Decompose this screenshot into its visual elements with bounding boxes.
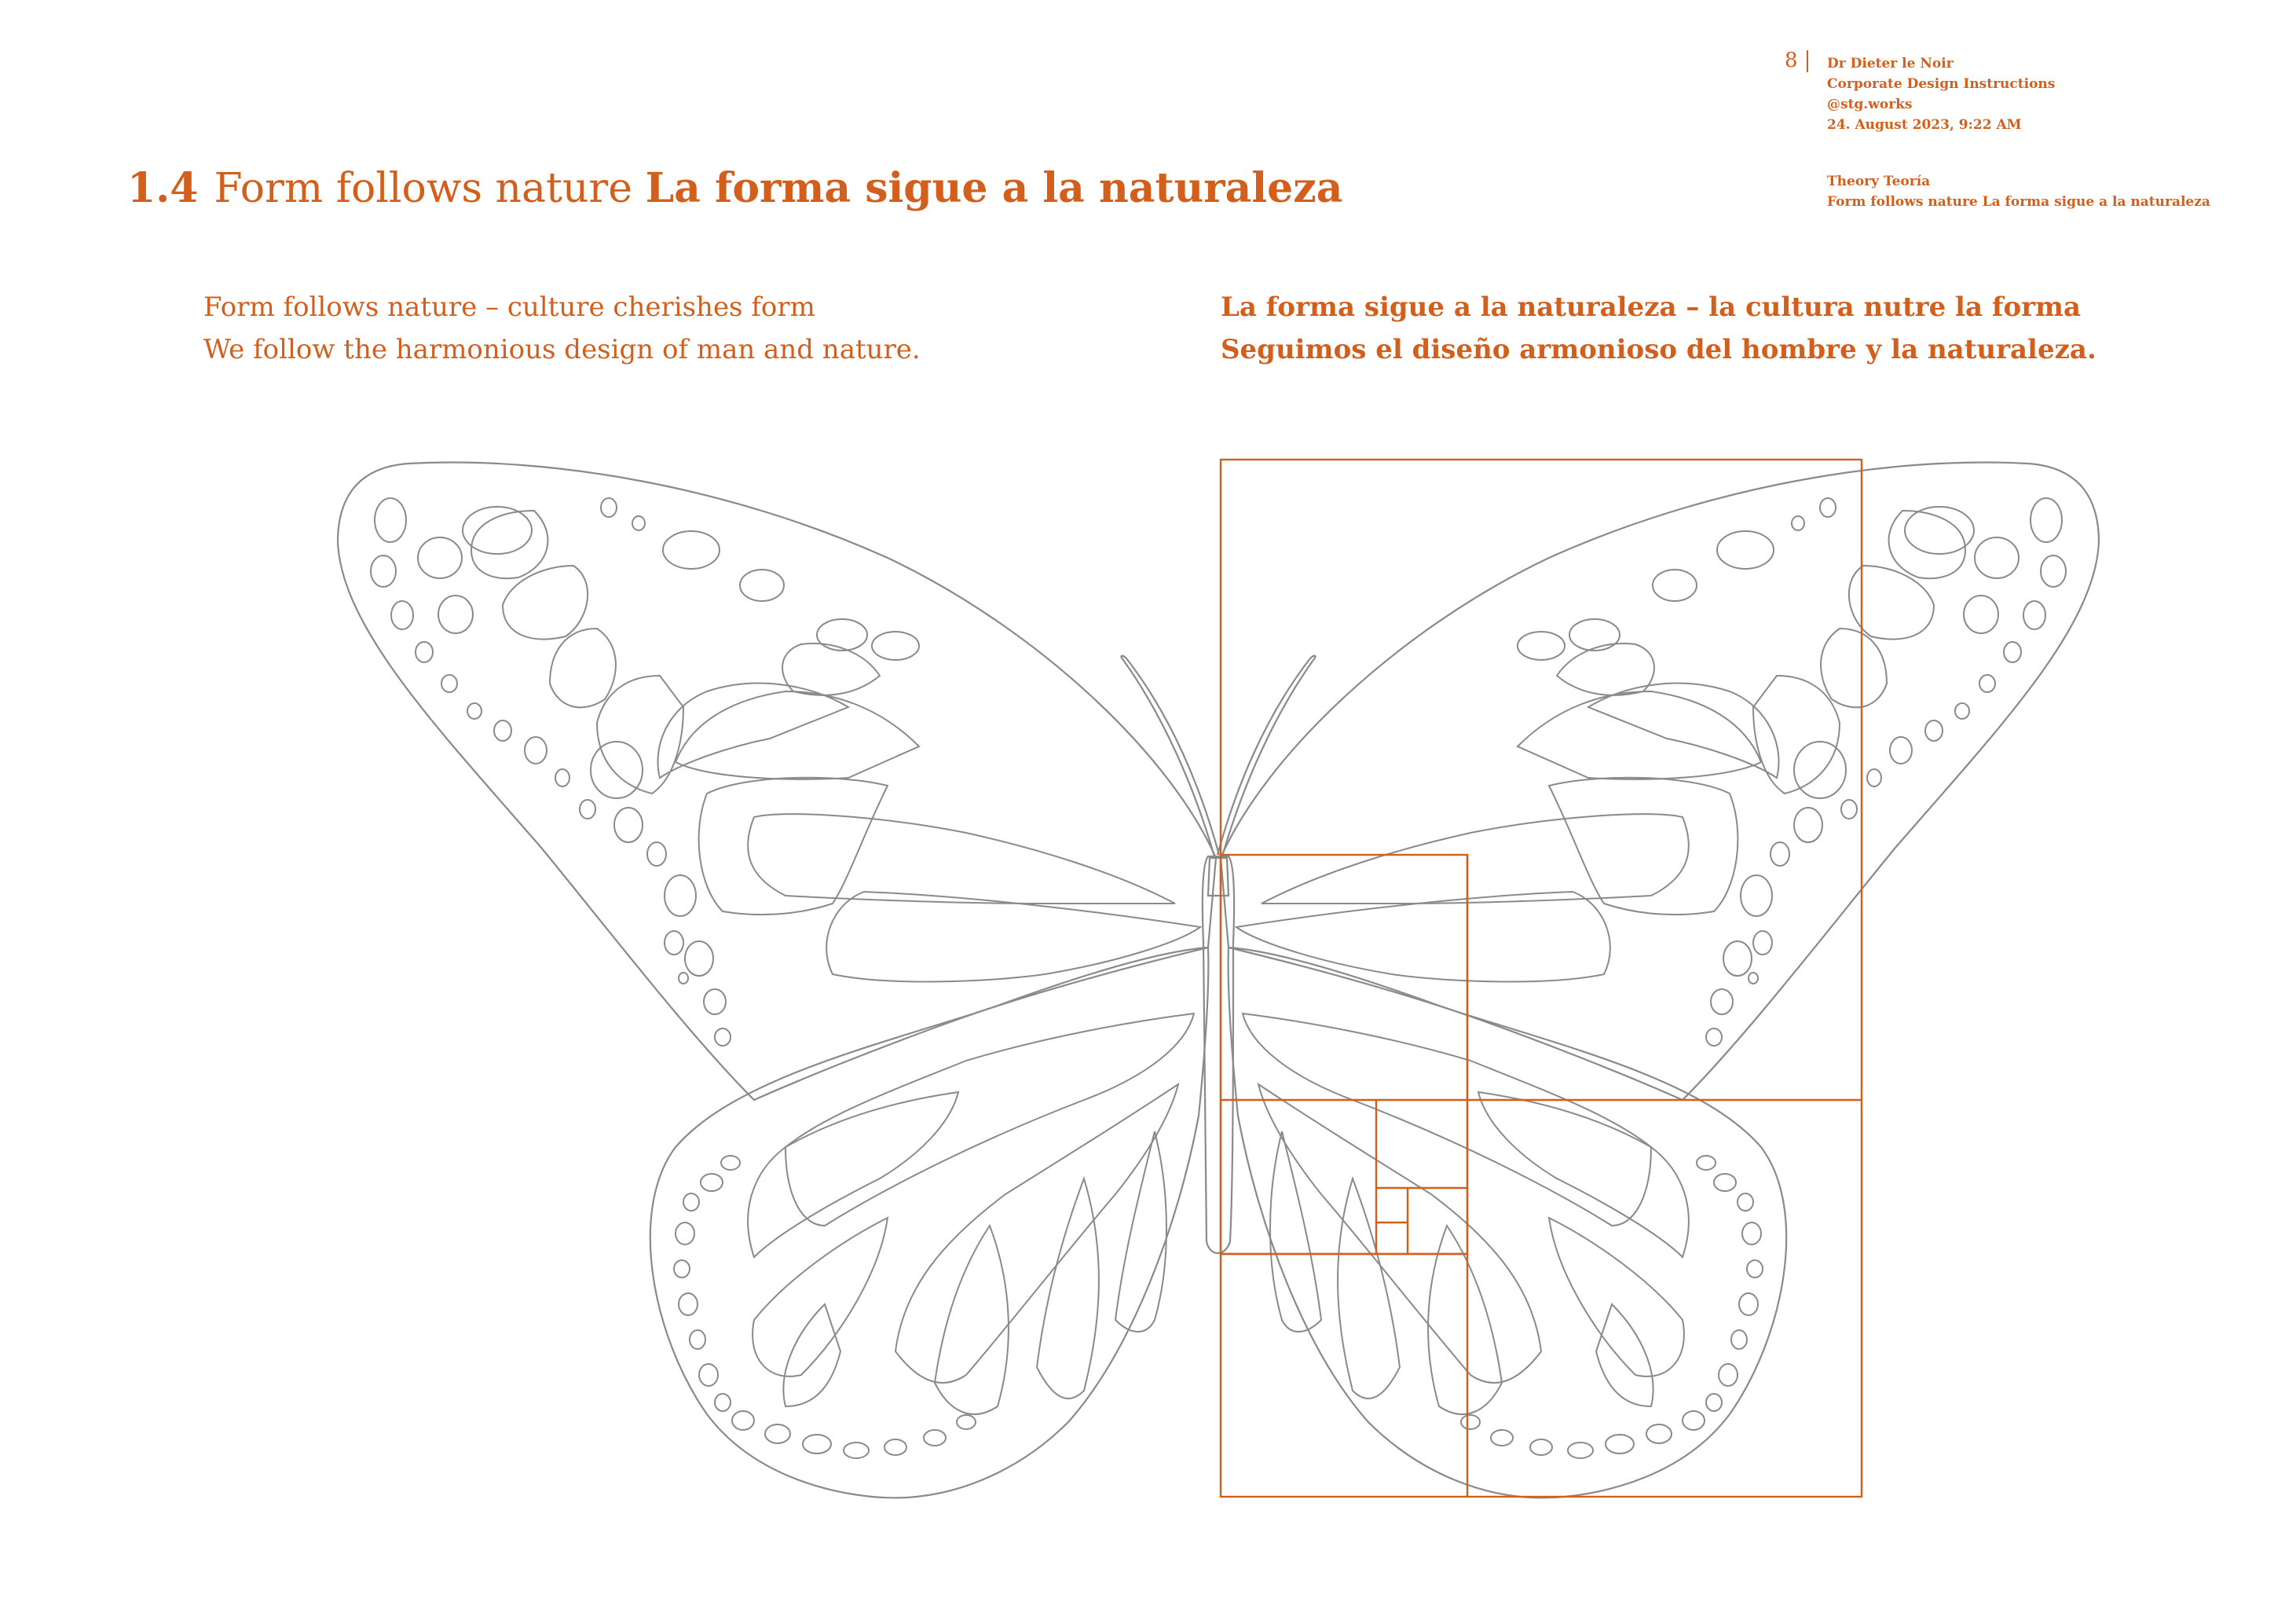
page-title [127,161,1342,216]
left-wings [338,463,1216,1498]
intro-spanish [1221,286,2096,371]
right-wings [1221,463,2099,1498]
subsection-label: Form follows nature La forma sigue a la naturaleza [1827,194,2210,210]
intro-english-line-1: Form follows nature – culture cherishes form [203,291,815,323]
page-number-divider [1807,50,1808,72]
page-number: 8 [1785,49,1798,72]
section-number: 1.4 [127,164,199,212]
butterfly-thorax [1208,858,1229,896]
intro-spanish-line-1: La forma sigue a la naturaleza – la cultura nutre la forma [1221,291,2082,323]
intro-english-line-2: We follow the harmonious design of man and nature. [203,334,921,365]
left-antenna [1121,656,1219,856]
document-handle: @stg.works [1827,97,1913,112]
butterfly-body [1203,856,1234,1253]
intro-spanish-line-2: Seguimos el diseño armonioso del hombre y la naturaleza. [1221,334,2096,365]
document-meta [1827,53,2055,135]
section-label: Theory Teoría [1827,174,1931,189]
golden-ratio-overlay [1221,460,1862,1497]
author-name: Dr Dieter le Noir [1827,56,1954,71]
intro-english [203,286,921,371]
title-english: Form follows nature [214,165,633,212]
document-timestamp: 24. August 2023, 9:22 AM [1827,117,2022,133]
title-spanish: La forma sigue a la naturaleza [645,164,1343,212]
section-meta [1827,171,2210,212]
right-antenna [1218,656,1316,856]
document-title: Corporate Design Instructions [1827,76,2056,92]
